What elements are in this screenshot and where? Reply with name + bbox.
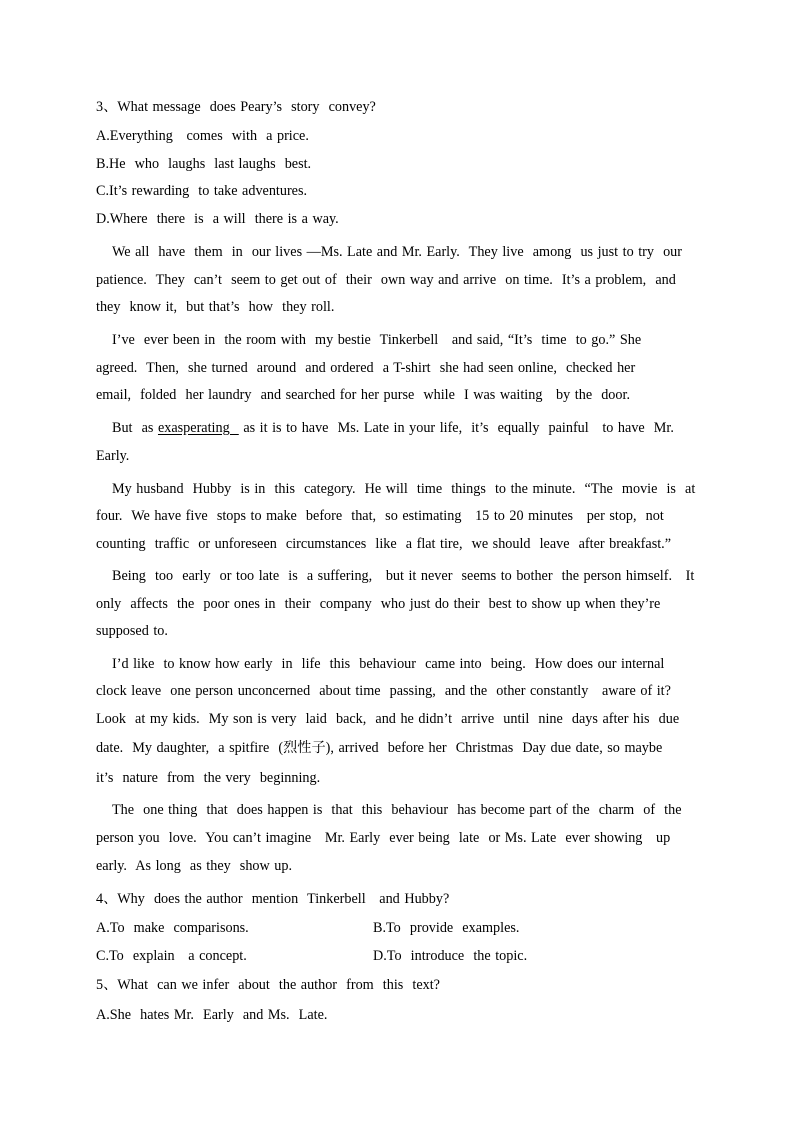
passage-p5-line-2: only affects the poor ones in their company who just do their best to show up when they’re — [96, 596, 661, 612]
q3-option-c: C.It’s rewarding to take adventures. — [96, 183, 308, 199]
passage-p3-line-1 — [112, 419, 674, 437]
passage-p6-line-5: it’s nature from the very beginning. — [96, 770, 321, 786]
passage-p1-line-1: We all have them in our lives —Ms. Late and Mr. Early. They live among us just to try our — [112, 244, 683, 260]
q3-option-a: A.Everything comes with a price. — [96, 128, 309, 144]
passage-p7-line-3: early. As long as they show up. — [96, 858, 293, 874]
passage-p6-line-2: clock leave one person unconcerned about time passing, and the other constantly aware of it? — [96, 683, 671, 699]
q3-option-b: B.He who laughs last laughs best. — [96, 156, 312, 172]
question-5: 5、What can we infer about the author from this text? — [96, 977, 440, 993]
q4-option-d: D.To introduce the topic. — [373, 948, 528, 964]
passage-p4-line-1: My husband Hubby is in this category. He will time things to the minute. “The movie is at — [112, 481, 696, 497]
q4-option-a: A.To make comparisons. — [96, 920, 249, 936]
passage-p1-line-2: patience. They can’t seem to get out of their own way and arrive on time. It’s a problem, and — [96, 272, 676, 288]
passage-p2-line-1: I’ve ever been in the room with my bestie Tinkerbell and said, “It’s time to go.” She — [112, 332, 642, 348]
passage-p5-line-3: supposed to. — [96, 623, 168, 639]
p3-text-after: as it is to have Ms. Late in your life, it’s equally painful to have Mr. — [238, 420, 674, 436]
passage-p1-line-3: they know it, but that’s how they roll. — [96, 299, 335, 315]
passage-p2-line-3: email, folded her laundry and searched for her purse while I was waiting by the door. — [96, 387, 630, 403]
passage-p2-line-2: agreed. Then, she turned around and ordered a T-shirt she had seen online, checked her — [96, 360, 636, 376]
q3-option-d: D.Where there is a will there is a way. — [96, 211, 339, 227]
p3-text-before: But as — [112, 420, 158, 436]
passage-p3-line-2: Early. — [96, 448, 130, 464]
passage-p6-line-4: date. My daughter, a spitfire (烈性子), arrived before her Christmas Day due date, so maybe — [96, 740, 663, 756]
passage-p7-line-2: person you love. You can’t imagine Mr. Early ever being late or Ms. Late ever showing up — [96, 830, 671, 846]
q5-option-a: A.She hates Mr. Early and Ms. Late. — [96, 1007, 328, 1023]
question-4: 4、Why does the author mention Tinkerbell and Hubby? — [96, 891, 450, 907]
passage-p6-line-1: I’d like to know how early in life this behaviour came into being. How does our internal — [112, 656, 665, 672]
passage-p5-line-1: Being too early or too late is a suffering, but it never seems to bother the person himself. It — [112, 568, 695, 584]
underlined-word-exasperating: exasperating — [157, 420, 239, 436]
q4-option-b: B.To provide examples. — [373, 920, 520, 936]
passage-p6-line-3: Look at my kids. My son is very laid back, and he didn’t arrive until nine days after his due — [96, 711, 680, 727]
question-3: 3、What message does Peary’s story convey? — [96, 99, 376, 115]
q4-option-c: C.To explain a concept. — [96, 948, 247, 964]
passage-p4-line-3: counting traffic or unforeseen circumstances like a flat tire, we should leave after breakfast.” — [96, 536, 671, 552]
passage-p7-line-1: The one thing that does happen is that this behaviour has become part of the charm of the — [112, 802, 682, 818]
passage-p4-line-2: four. We have five stops to make before that, so estimating 15 to 20 minutes per stop, not — [96, 508, 664, 524]
